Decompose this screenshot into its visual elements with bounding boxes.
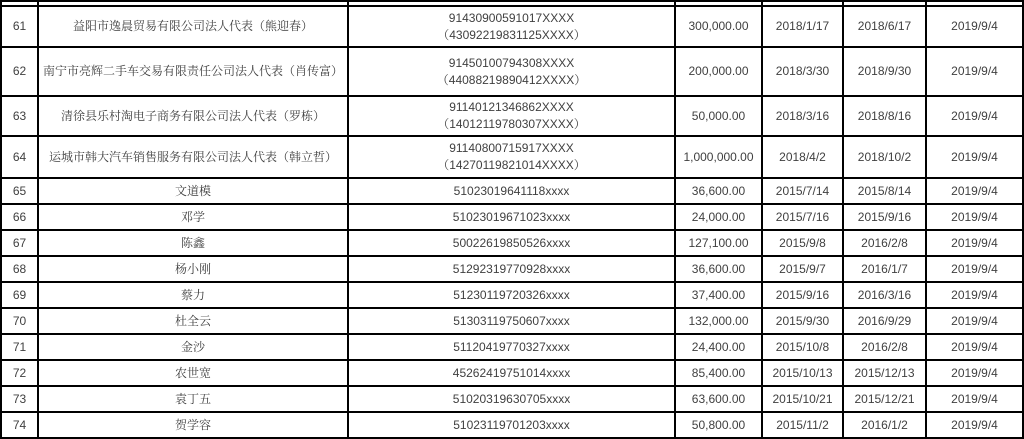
table-row — [1, 136, 1023, 178]
id-line1: 51120419770327xxxx — [453, 339, 570, 354]
table-row — [1, 308, 1023, 334]
table-row — [1, 204, 1023, 230]
table-row — [1, 178, 1023, 204]
cell-amount: 24,400.00 — [675, 334, 762, 360]
table-row — [1, 230, 1023, 256]
cell-date1: 2018/3/16 — [762, 96, 843, 136]
cell-id — [348, 204, 675, 230]
cell-date1: 2015/10/8 — [762, 334, 843, 360]
cell-date1: 2015/10/21 — [762, 386, 843, 412]
table-row — [1, 360, 1023, 386]
cell-date3: 2019/9/4 — [926, 386, 1023, 412]
cell-date3: 2019/9/4 — [926, 96, 1023, 136]
cell-date3: 2019/9/4 — [926, 6, 1023, 47]
id-line1: 91450100794308XXXX — [448, 55, 575, 70]
cell-name: 运城市韩大汽车销售服务有限公司法人代表（韩立哲） — [38, 136, 348, 178]
cell-no: 72 — [1, 360, 38, 386]
cell-amount: 1,000,000.00 — [675, 136, 762, 178]
cell-name: 金沙 — [38, 334, 348, 360]
table-row — [1, 6, 1023, 47]
cell-date3: 2019/9/4 — [926, 308, 1023, 334]
cell-amount: 63,600.00 — [675, 386, 762, 412]
id-line1: 51023019641118xxxx — [453, 183, 570, 198]
cell-id — [348, 178, 675, 204]
id-line1: 91140800715917XXXX — [449, 141, 574, 155]
cell-id — [348, 386, 675, 412]
cell-date1: 2015/9/8 — [762, 230, 843, 256]
cell-id — [348, 334, 675, 360]
cell-date2: 2018/9/30 — [843, 47, 926, 96]
cell-date2: 2016/2/8 — [843, 230, 926, 256]
id-line1: 51303119750607xxxx — [453, 313, 570, 328]
cell-amount: 37,400.00 — [675, 282, 762, 308]
cell-date3: 2019/9/4 — [926, 47, 1023, 96]
cell-date2: 2015/12/13 — [843, 360, 926, 386]
cell-date1: 2018/3/30 — [762, 47, 843, 96]
table-row — [1, 47, 1023, 96]
id-line1: 51023019671023xxxx — [452, 209, 571, 224]
id-line1: 91430900591017XXXX — [448, 10, 575, 25]
cell-date2: 2016/1/7 — [843, 256, 926, 282]
cell-id — [348, 360, 675, 386]
cell-no: 62 — [1, 47, 38, 96]
cell-date3: 2019/9/4 — [926, 360, 1023, 386]
cell-amount: 50,800.00 — [675, 412, 762, 438]
cell-no: 74 — [1, 412, 38, 438]
cell-name: 蔡力 — [38, 282, 348, 308]
cell-date1: 2015/9/16 — [762, 282, 843, 308]
cell-amount: 127,100.00 — [675, 230, 762, 256]
cell-date3: 2019/9/4 — [926, 230, 1023, 256]
cell-date2: 2015/9/16 — [843, 204, 926, 230]
cell-no: 66 — [1, 204, 38, 230]
cell-no: 69 — [1, 282, 38, 308]
cell-no: 65 — [1, 178, 38, 204]
cell-id — [348, 136, 675, 178]
cell-id — [348, 282, 675, 308]
cell-no: 64 — [1, 136, 38, 178]
cell-date3: 2019/9/4 — [926, 136, 1023, 178]
cell-date1: 2015/7/14 — [762, 178, 843, 204]
cell-amount: 36,600.00 — [675, 256, 762, 282]
cell-date1: 2018/4/2 — [762, 136, 843, 178]
cell-name: 农世宽 — [38, 360, 348, 386]
id-line1: 50022619850526xxxx — [452, 235, 571, 250]
cell-no: 63 — [1, 96, 38, 136]
cell-id — [348, 47, 675, 96]
id-line2: （14012119780307XXXX） — [437, 117, 586, 131]
cell-name: 杜全云 — [38, 308, 348, 334]
records-table-body — [1, 1, 1023, 438]
cell-amount: 200,000.00 — [675, 47, 762, 96]
table-row — [1, 282, 1023, 308]
cell-id — [348, 6, 675, 47]
cell-amount: 24,000.00 — [675, 204, 762, 230]
cell-name: 益阳市逸晨贸易有限公司法人代表（熊迎春） — [38, 6, 348, 47]
table-row — [1, 386, 1023, 412]
table-row — [1, 412, 1023, 438]
cell-id — [348, 230, 675, 256]
cell-id — [348, 412, 675, 438]
cell-date1: 2015/9/7 — [762, 256, 843, 282]
cell-name: 邓学 — [38, 204, 348, 230]
cell-name: 南宁市亮辉二手车交易有限责任公司法人代表（肖传富） — [38, 47, 348, 96]
cell-amount: 300,000.00 — [675, 6, 762, 47]
cell-date2: 2018/10/2 — [843, 136, 926, 178]
id-line1: 51230119720326xxxx — [453, 287, 570, 302]
cell-date2: 2018/8/16 — [843, 96, 926, 136]
cell-name: 陈鑫 — [38, 230, 348, 256]
id-line2: （44088219890412XXXX） — [436, 72, 587, 87]
cell-no: 71 — [1, 334, 38, 360]
cell-name: 袁丁五 — [38, 386, 348, 412]
cell-date2: 2015/12/21 — [843, 386, 926, 412]
cell-no: 67 — [1, 230, 38, 256]
cell-name: 文道模 — [38, 178, 348, 204]
id-line1: 45262419751014xxxx — [452, 365, 571, 380]
cell-no: 68 — [1, 256, 38, 282]
cell-id — [348, 256, 675, 282]
cell-id — [348, 308, 675, 334]
cell-date2: 2016/2/8 — [843, 334, 926, 360]
cell-name: 杨小刚 — [38, 256, 348, 282]
cell-date1: 2018/1/17 — [762, 6, 843, 47]
cell-id — [348, 96, 675, 136]
cell-date1: 2015/9/30 — [762, 308, 843, 334]
id-line2: （43092219831125XXXX） — [437, 27, 586, 42]
cell-date2: 2016/1/2 — [843, 412, 926, 438]
cell-date3: 2019/9/4 — [926, 204, 1023, 230]
cell-amount: 85,400.00 — [675, 360, 762, 386]
cell-no: 61 — [1, 6, 38, 47]
cell-date3: 2019/9/4 — [926, 178, 1023, 204]
id-line1: 51020319630705xxxx — [452, 391, 571, 406]
cell-date3: 2019/9/4 — [926, 334, 1023, 360]
table-row — [1, 256, 1023, 282]
cell-no: 70 — [1, 308, 38, 334]
id-line1: 51023119701203xxxx — [453, 417, 570, 432]
cell-date2: 2016/3/16 — [843, 282, 926, 308]
cell-amount: 50,000.00 — [675, 96, 762, 136]
cell-amount: 132,000.00 — [675, 308, 762, 334]
id-line1: 51292319770928xxxx — [452, 261, 571, 276]
cell-date2: 2016/9/29 — [843, 308, 926, 334]
cell-date3: 2019/9/4 — [926, 256, 1023, 282]
cell-date1: 2015/11/2 — [762, 412, 843, 438]
cell-amount: 36,600.00 — [675, 178, 762, 204]
cell-date3: 2019/9/4 — [926, 412, 1023, 438]
id-line2: （14270119821014XXXX） — [437, 158, 586, 172]
id-line1: 91140121346862XXXX — [449, 100, 574, 114]
cell-name: 贺学容 — [38, 412, 348, 438]
table-row — [1, 96, 1023, 136]
cell-date1: 2015/10/13 — [762, 360, 843, 386]
cell-date2: 2018/6/17 — [843, 6, 926, 47]
table-row — [1, 334, 1023, 360]
cell-date2: 2015/8/14 — [843, 178, 926, 204]
cell-no: 73 — [1, 386, 38, 412]
cell-name: 清徐县乐村淘电子商务有限公司法人代表（罗栋） — [38, 96, 348, 136]
cell-date1: 2015/7/16 — [762, 204, 843, 230]
cell-date3: 2019/9/4 — [926, 282, 1023, 308]
